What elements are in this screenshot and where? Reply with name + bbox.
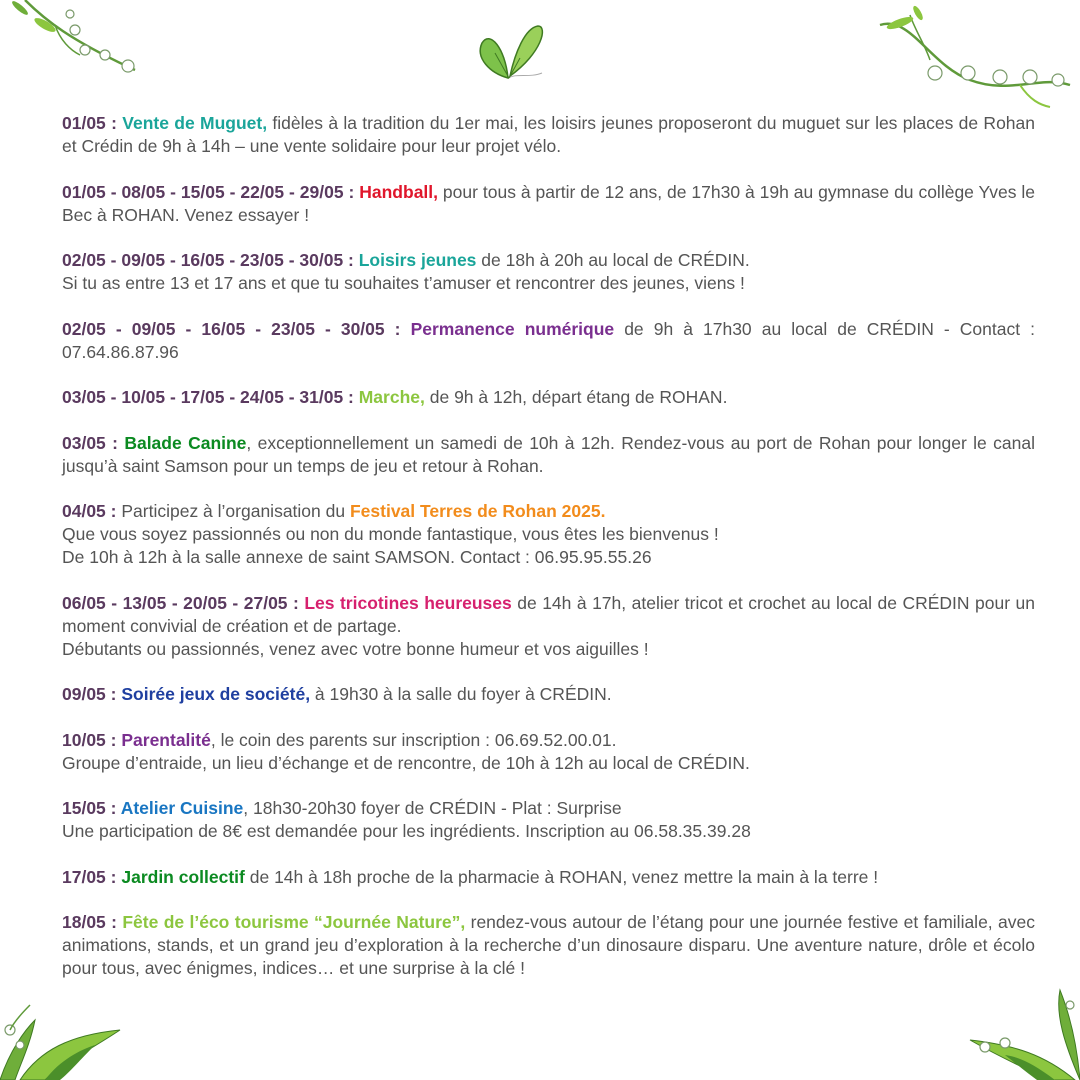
event-description-line: Que vous soyez passionnés ou non du monde fantastique, vous êtes les bienvenus ! [62,524,719,544]
event-entry [62,386,1035,409]
event-entry [62,592,1035,661]
event-entry [62,249,1035,295]
event-description: de 14h à 17h, atelier tricot et crochet au local de CRÉDIN pour un moment convivial de création et de partage. [62,592,1035,636]
event-intro: Participez à l’organisation du [121,501,350,521]
events-list [62,112,1035,1003]
event-entry [62,318,1035,364]
event-title: Atelier Cuisine [120,798,244,818]
event-date: 02/05 - 09/05 - 16/05 - 23/05 - 30/05 : [62,318,411,339]
event-description-line: De 10h à 12h à la salle annexe de saint SAMSON. Contact : 06.95.95.55.26 [62,547,652,567]
event-description: de 9h à 12h, départ étang de ROHAN. [424,387,728,407]
event-description-line: Débutants ou passionnés, venez avec votre bonne humeur et vos aiguilles ! [62,638,649,659]
event-entry [62,911,1035,980]
event-description: de 18h à 20h au local de CRÉDIN. [476,250,750,270]
event-date: 01/05 : [62,113,123,133]
event-title: Parentalité [121,729,211,750]
event-date: 15/05 : [62,798,121,818]
event-title: Soirée jeux de société, [121,684,311,704]
event-date: 17/05 : [62,866,122,887]
event-description: à 19h30 à la salle du foyer à CRÉDIN. [310,684,612,704]
event-description: fidèles à la tradition du 1er mai, les loisirs jeunes proposeront du muguet sur les places de Rohan et Crédin de 9h à 14h – une vente solidaire pour leur projet vélo. [62,113,1036,156]
event-description: , exceptionnellement un samedi de 10h à 12h. Rendez-vous au port de Rohan pour longer le canal jusqu’à saint Samson pour un temps de jeu et retour à Rohan. [62,432,1035,476]
event-title: Handball, [359,181,439,202]
event-date: 10/05 : [62,729,122,750]
event-description: , 18h30-20h30 foyer de CRÉDIN - Plat : Surprise [243,798,622,818]
event-entry [62,181,1035,227]
event-title: Les tricotines heureuses [304,592,512,613]
event-entry [62,500,1035,569]
event-description-line: Si tu as entre 13 et 17 ans et que tu souhaites t’amuser et rencontrer des jeunes, viens ! [62,273,745,293]
event-entry [62,866,1035,889]
event-title: Permanence numérique [410,318,615,339]
event-entry [62,112,1035,158]
event-date: 04/05 : [62,501,122,521]
event-date: 03/05 : [62,432,125,453]
lily-of-the-valley-sprig-icon [870,5,1080,115]
event-description: de 9h à 17h30 au local de CRÉDIN - Contact : 07.64.86.87.96 [62,318,1035,362]
event-title: Fête de l’éco tourisme “Journée Nature”, [122,912,466,932]
event-entry [62,683,1035,706]
event-description: rendez-vous autour de l’étang pour une journée festive et familiale, avec animations, stands, et un grand jeu d’exploration à la recherche d’un dinosaure disparu. Une aventure nature, drôle et écolo pour tous, avec énigmes, indices… et une surprise à la clé ! [62,912,1035,978]
event-description: , le coin des parents sur inscription : 06.69.52.00.01. [210,729,617,750]
event-date: 01/05 - 08/05 - 15/05 - 22/05 - 29/05 : [62,181,360,202]
event-entry [62,432,1035,478]
event-description-line: Une participation de 8€ est demandée pour les ingrédients. Inscription au 06.58.35.39.28 [62,821,751,841]
event-title: Jardin collectif [121,866,245,887]
event-title: Festival Terres de Rohan 2025. [349,501,606,521]
green-butterfly-icon [470,18,550,93]
lily-of-the-valley-sprig-icon [0,0,160,90]
event-date: 18/05 : [62,912,123,932]
event-date: 06/05 - 13/05 - 20/05 - 27/05 : [62,592,305,613]
event-entry [62,729,1035,775]
lily-of-the-valley-leaves-icon [0,1000,140,1080]
event-title: Marche, [358,387,425,407]
event-entry [62,797,1035,843]
event-date: 02/05 - 09/05 - 16/05 - 23/05 - 30/05 : [62,250,359,270]
event-title: Balade Canine [124,432,247,453]
event-title: Vente de Muguet, [122,113,268,133]
event-title: Loisirs jeunes [358,250,477,270]
event-description: de 14h à 18h proche de la pharmacie à ROHAN, venez mettre la main à la terre ! [244,866,879,887]
event-date: 09/05 : [62,684,122,704]
event-description-line: Groupe d’entraide, un lieu d’échange et de rencontre, de 10h à 12h au local de CRÉDIN. [62,752,750,773]
event-description: pour tous à partir de 12 ans, de 17h30 à 19h au gymnase du collège Yves le Bec à ROHAN. Venez essayer ! [62,181,1035,225]
event-date: 03/05 - 10/05 - 17/05 - 24/05 - 31/05 : [62,387,359,407]
